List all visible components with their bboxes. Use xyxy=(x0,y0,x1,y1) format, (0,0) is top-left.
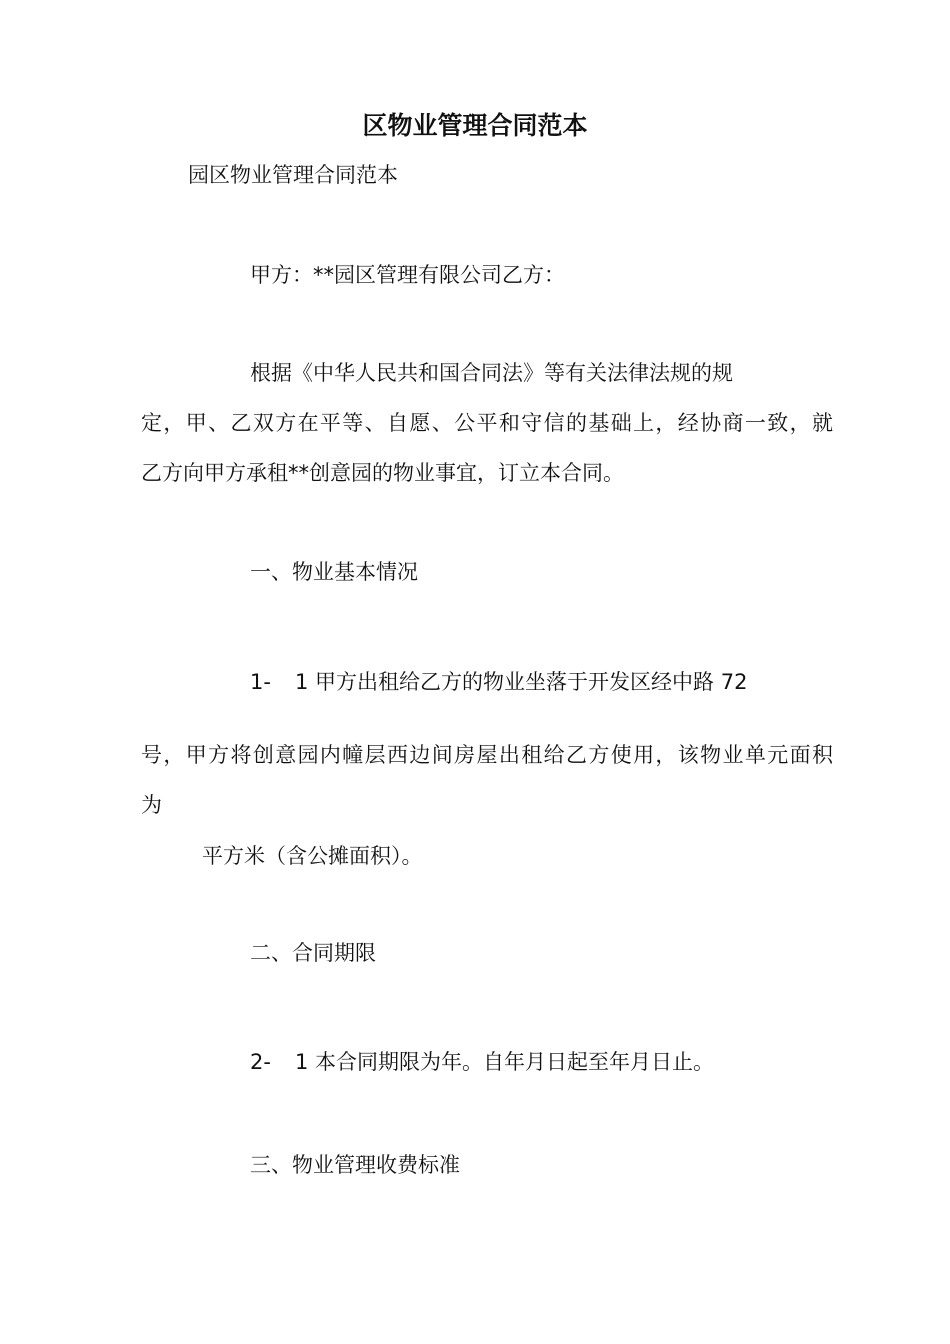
clause-2-text: 1 本合同期限为年。自年月日起至年月日止。 xyxy=(295,1050,715,1074)
clause-1-number: 1- xyxy=(250,670,271,694)
preamble-line-3: 乙方向甲方承租**创意园的物业事宜，订立本合同。 xyxy=(141,461,624,485)
clause-1-line-3: 为 xyxy=(141,793,162,817)
clause-2-number: 2- xyxy=(250,1050,271,1074)
clause-1-line-4: 平方米（含公摊面积）。 xyxy=(202,844,423,868)
document-subtitle: 园区物业管理合同范本 xyxy=(188,163,398,187)
document-title: 区物业管理合同范本 xyxy=(362,111,588,140)
preamble-line-1: 根据《中华人民共和国合同法》等有关法律法规的规 xyxy=(250,361,733,385)
section-3-heading: 三、物业管理收费标准 xyxy=(250,1153,460,1177)
clause-1-line-1: 1 甲方出租给乙方的物业坐落于开发区经中路 72 xyxy=(295,670,748,694)
clause-1-line-2: 号，甲方将创意园内幢层西边间房屋出租给乙方使用，该物业单元面积 xyxy=(141,743,833,767)
section-2-heading: 二、合同期限 xyxy=(250,941,376,965)
preamble-line-2: 定，甲、乙双方在平等、自愿、公平和守信的基础上，经协商一致，就 xyxy=(141,411,833,435)
contract-parties: 甲方：**园区管理有限公司乙方： xyxy=(250,263,565,287)
section-1-heading: 一、物业基本情况 xyxy=(250,560,418,584)
